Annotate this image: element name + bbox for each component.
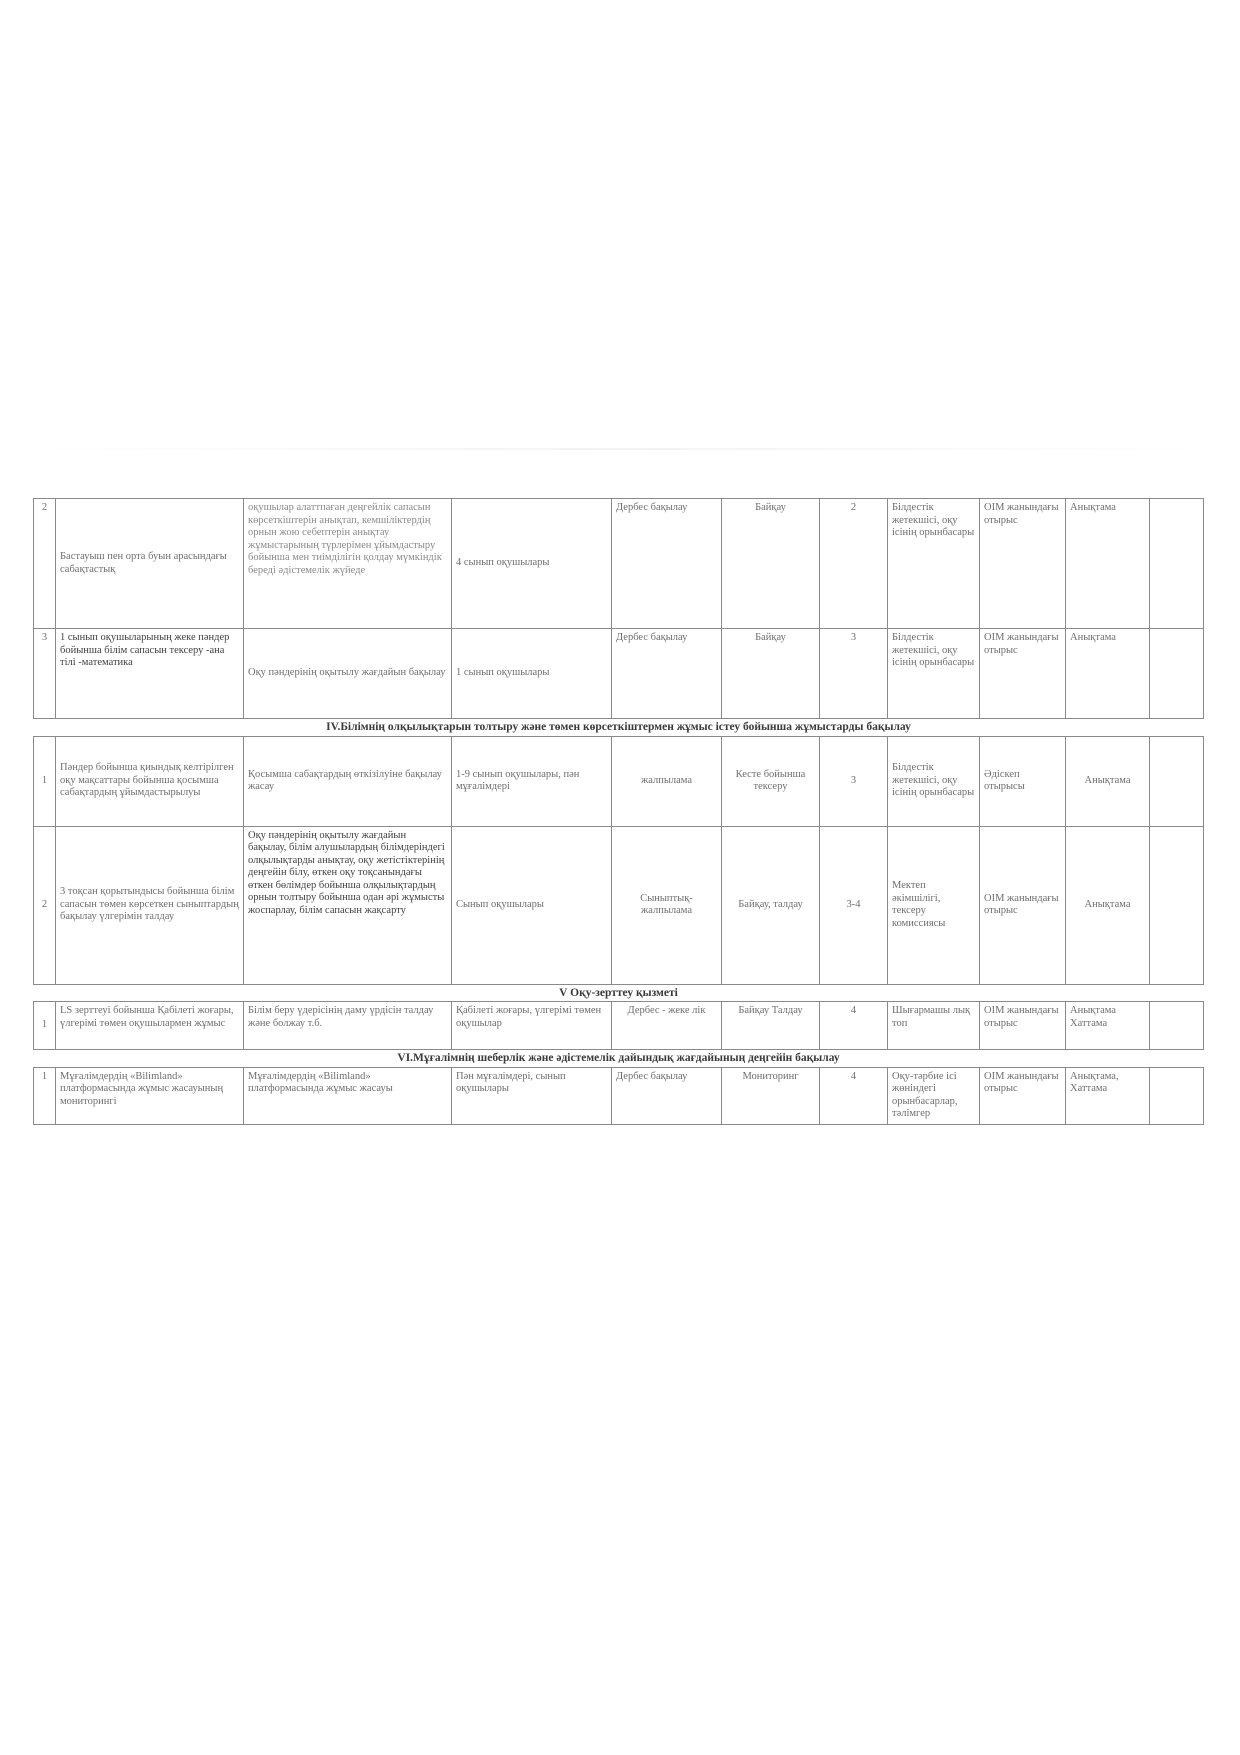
empty-cell xyxy=(1150,736,1204,826)
table-row xyxy=(34,1067,1204,1124)
control-plan-table xyxy=(33,498,1204,1125)
responsible: Оқу-тәрбие ісі жөніндегі орынбасарлар, тәлімгер xyxy=(888,1067,980,1124)
control-object: Пән мұғалімдері, сынып оқушылары xyxy=(452,1067,612,1124)
responsible: Мектеп әкімшілігі, тексеру комиссиясы xyxy=(888,826,980,984)
result-doc: Анықтама xyxy=(1066,629,1150,719)
control-method: Байқау xyxy=(722,629,820,719)
section-header-row xyxy=(34,719,1204,737)
control-purpose: оқушылар алаттпаған деңгейлік сапасын көрсеткіштерін анықтап, кемшіліктердің орнын жою себептерін анықтау жұмыстарының түрлерімен ұйымдастыру бойынша мен тиімділігін қолдау мүмкіндік береді әдістемелік жүйеде xyxy=(244,499,452,629)
control-object: 1-9 сынып оқушылары, пән мұғалімдері xyxy=(452,736,612,826)
empty-cell xyxy=(1150,826,1204,984)
control-week: 3-4 xyxy=(820,826,888,984)
row-number: 1 xyxy=(34,1067,56,1124)
control-purpose: Оқу пәндерінің оқытылу жағдайын бақылау, білім алушылардың білімдеріндегі олқылықтарды анықтау, оқу жетістіктерінің деңгейін білу, өткен оқу тоқсанындағы өткен бөлімдер бойынша олқылықтардың орнын толтыру бойынша одан әрі жұмысты жоспарлау, білім сапасын жақсарту xyxy=(244,826,452,984)
review-place: ОІМ жанындағы отырыс xyxy=(980,1002,1066,1050)
scan-edge xyxy=(30,448,1210,450)
empty-cell xyxy=(1150,1067,1204,1124)
section-header-row xyxy=(34,984,1204,1002)
result-doc: Анықтама, Хаттама xyxy=(1066,1067,1150,1124)
control-type: Дербес - жеке лік xyxy=(612,1002,722,1050)
table-row xyxy=(34,736,1204,826)
table-row xyxy=(34,499,1204,629)
control-method: Байқау xyxy=(722,499,820,629)
control-topic: 1 сынып оқушыларының жеке пәндер бойынша білім сапасын тексеру -ана тілі -математика xyxy=(56,629,244,719)
control-week: 3 xyxy=(820,629,888,719)
responsible: Білдестік жетекшісі, оқу ісінің орынбасары xyxy=(888,736,980,826)
result-doc: Анықтама xyxy=(1066,736,1150,826)
control-week: 4 xyxy=(820,1067,888,1124)
review-place: ОІМ жанындағы отырыс xyxy=(980,629,1066,719)
row-number: 1 xyxy=(34,1002,56,1050)
row-number: 2 xyxy=(34,826,56,984)
control-type: Дербес бақылау xyxy=(612,499,722,629)
empty-cell xyxy=(1150,1002,1204,1050)
control-week: 4 xyxy=(820,1002,888,1050)
control-type: Сыныптық-жалпылама xyxy=(612,826,722,984)
review-place: ОІМ жанындағы отырыс xyxy=(980,499,1066,629)
control-topic: 3 тоқсан қорытындысы бойынша білім сапасын төмен көрсеткен сыныптардың бақылау үлгерімін талдау xyxy=(56,826,244,984)
section-v-title: V Оқу-зерттеу қызметі xyxy=(34,984,1204,1002)
result-doc: Анықтама Хаттама xyxy=(1066,1002,1150,1050)
control-purpose: Мұғалімдердің «Bilimland» платформасында жұмыс жасауы xyxy=(244,1067,452,1124)
control-week: 2 xyxy=(820,499,888,629)
control-type: жалпылама xyxy=(612,736,722,826)
control-week: 3 xyxy=(820,736,888,826)
control-method: Кесте бойынша тексеру xyxy=(722,736,820,826)
control-topic: Пәндер бойынша қиындық келтірілген оқу мақсаттары бойынша қосымша сабақтардың ұйымдастырылуы xyxy=(56,736,244,826)
responsible: Шығармашы лық топ xyxy=(888,1002,980,1050)
table-row xyxy=(34,826,1204,984)
control-object: 4 сынып оқушылары xyxy=(452,499,612,629)
section-header-row xyxy=(34,1050,1204,1068)
control-method: Мониторинг xyxy=(722,1067,820,1124)
result-doc: Анықтама xyxy=(1066,826,1150,984)
control-type: Дербес бақылау xyxy=(612,629,722,719)
responsible: Білдестік жетекшісі, оқу ісінің орынбасары xyxy=(888,629,980,719)
control-purpose: Оқу пәндерінің оқытылу жағдайын бақылау xyxy=(244,629,452,719)
control-topic: Мұғалімдердің «Bilimland» платформасында жұмыс жасауының мониторингі xyxy=(56,1067,244,1124)
review-place: ОІМ жанындағы отырыс xyxy=(980,1067,1066,1124)
control-topic: Бастауыш пен орта буын арасындағы сабақтастық xyxy=(56,499,244,629)
control-purpose: Қосымша сабақтардың өткізілуіне бақылау жасау xyxy=(244,736,452,826)
row-number: 1 xyxy=(34,736,56,826)
control-type: Дербес бақылау xyxy=(612,1067,722,1124)
section-vi-title: VI.Мұғалімнің шеберлік және әдістемелік дайындық жағдайының деңгейін бақылау xyxy=(34,1050,1204,1068)
empty-cell xyxy=(1150,499,1204,629)
control-object: 1 сынып оқушылары xyxy=(452,629,612,719)
control-object: Қабілеті жоғары, үлгерімі төмен оқушылар xyxy=(452,1002,612,1050)
control-object: Сынып оқушылары xyxy=(452,826,612,984)
control-method: Байқау, талдау xyxy=(722,826,820,984)
control-topic: LS зерттеуі бойынша Қабілеті жоғары, үлгерімі төмен оқушылармен жұмыс xyxy=(56,1002,244,1050)
row-number: 3 xyxy=(34,629,56,719)
responsible: Білдестік жетекшісі, оқу ісінің орынбасары xyxy=(888,499,980,629)
table-row xyxy=(34,629,1204,719)
result-doc: Анықтама xyxy=(1066,499,1150,629)
section-iv-title: IV.Білімнің олқылықтарын толтыру және төмен көрсеткіштермен жұмыс істеу бойынша жұмыстарды бақылау xyxy=(34,719,1204,737)
control-purpose: Білім беру үдерісінің даму үрдісін талдау және болжау т.б. xyxy=(244,1002,452,1050)
control-method: Байқау Талдау xyxy=(722,1002,820,1050)
empty-cell xyxy=(1150,629,1204,719)
review-place: Әдіскеп отырысы xyxy=(980,736,1066,826)
row-number: 2 xyxy=(34,499,56,629)
table-row xyxy=(34,1002,1204,1050)
review-place: ОІМ жанындағы отырыс xyxy=(980,826,1066,984)
